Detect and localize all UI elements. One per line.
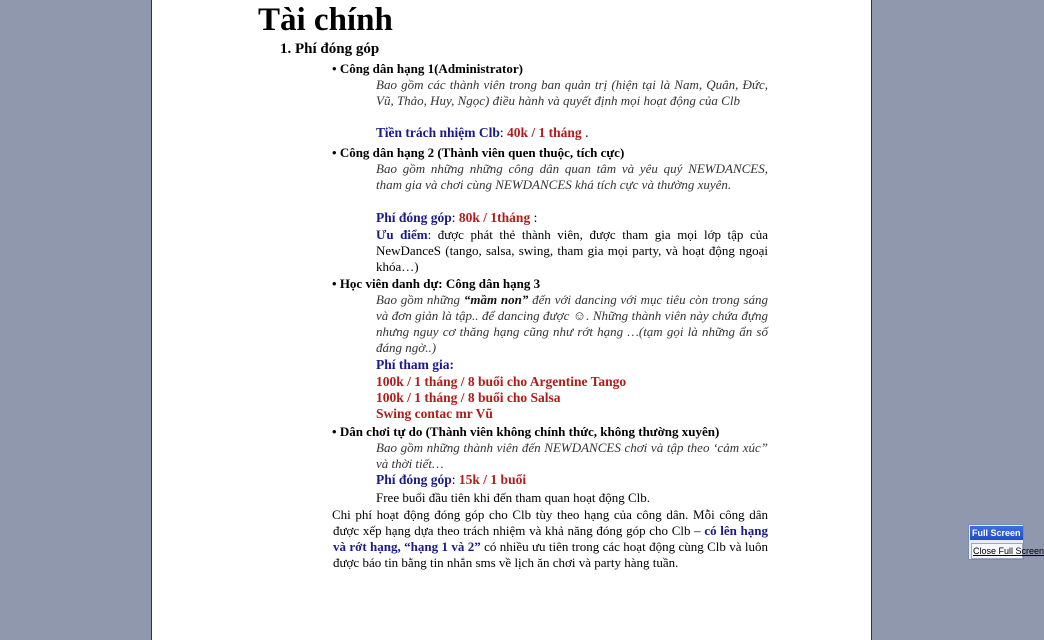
bullet-icon: • <box>332 61 337 76</box>
class4-description: Bao gồm những thành viên đến NEWDANCES chơi và tập theo ‘cảm xúc” và thời tiết… <box>376 440 768 471</box>
list-item-heading <box>332 145 624 161</box>
close-full-screen-button[interactable]: Close Full Screen <box>971 543 1023 559</box>
bullet-icon: • <box>332 145 337 160</box>
list-item-heading <box>332 276 540 292</box>
class3-fee-swing: Swing contac mr Vũ <box>376 406 493 421</box>
fee-value: 40k / 1 tháng <box>507 125 582 140</box>
list-item-heading <box>332 61 523 77</box>
document-title: Tài chính <box>258 2 393 38</box>
bullet-icon: • <box>332 276 337 291</box>
class2-heading: Công dân hạng 2 (Thành viên quen thuộc, tích cực) <box>339 145 625 160</box>
class1-heading: Công dân hạng 1(Administrator) <box>339 61 523 76</box>
full-screen-title: Full Screen <box>970 526 1023 540</box>
closing-paragraph: Chi phí hoạt động đóng góp cho Clb tùy theo hạng của công dân. Mỗi công dân được xếp hạng dựa theo trách nhiệm và khả năng đóng góp cho Clb – có lên hạng và rớt hạng, “hạng 1 và 2” có nhiều ưu tiên trong các hoạt động cùng Clb và luôn được báo tin bằng tin nhắn sms về lịch ăn chơi và party hàng tuần. <box>332 507 769 570</box>
list-item-heading <box>332 424 719 440</box>
class3-fee-salsa: 100k / 1 tháng / 8 buổi cho Salsa <box>376 390 561 405</box>
class2-description: Bao gồm những những công dân quan tâm và yêu quý NEWDANCES, tham gia và chơi cùng NEWDANCES khá tích cực và thường xuyên. <box>376 161 768 192</box>
class2-advantages: Ưu điểm: được phát thẻ thành viên, được tham gia mọi lớp tập của NewDanceS (tango, salsa, swing, tham gia mọi party, và hoạt động ngoại khóa…) <box>376 227 768 274</box>
class1-description: Bao gồm các thành viên trong ban quản trị (hiện tại là Nam, Quân, Đức, Vũ, Thảo, Huy, Ngọc) điều hành và quyết định mọi hoạt động của Clb <box>376 77 768 108</box>
class3-description: Bao gồm những “mầm non” đến với dancing với mục tiêu còn trong sáng và đơn giản là tập.. để dancing được ☺. Những thành viên này chứa đựng nhưng nguy cơ thăng hạng cũng như rớt hạng …(tạm gọi là những ẩn số đáng ngờ..) <box>376 292 769 355</box>
section-heading: 1. Phí đóng góp <box>280 41 380 57</box>
fee-value: 15k / 1 buổi <box>458 472 527 487</box>
fee-label: Phí đóng góp <box>376 210 452 225</box>
bullet-icon: • <box>332 424 337 439</box>
fee-label: Phí đóng góp <box>376 472 452 487</box>
class1-fee: Tiền trách nhiệm Clb: 40k / 1 tháng . <box>376 125 589 140</box>
fee-label: Tiền trách nhiệm Clb <box>376 125 500 140</box>
class2-fee: Phí đóng góp: 80k / 1tháng : <box>376 210 538 225</box>
class4-heading: Dân chơi tự do (Thành viên không chính thức, không thường xuyên) <box>339 424 720 439</box>
class3-fee-label: Phí tham gia: <box>376 357 455 372</box>
class3-heading: Học viên danh dự: Công dân hạng 3 <box>339 276 541 291</box>
class3-fee-tango: 100k / 1 tháng / 8 buổi cho Argentine Tango <box>376 374 627 389</box>
rank-highlight: có lên hạng và rớt hạng, “hạng 1 và 2” <box>333 523 769 554</box>
class4-fee: Phí đóng góp: 15k / 1 buổi <box>376 472 527 487</box>
document-page <box>151 0 872 640</box>
full-screen-toolbar <box>968 524 1044 560</box>
class4-free-note: Free buổi đầu tiên khi đến tham quan hoạt động Clb. <box>376 490 651 505</box>
fee-value: 80k / 1tháng <box>458 210 531 225</box>
advantage-label: Ưu điểm <box>376 227 428 242</box>
